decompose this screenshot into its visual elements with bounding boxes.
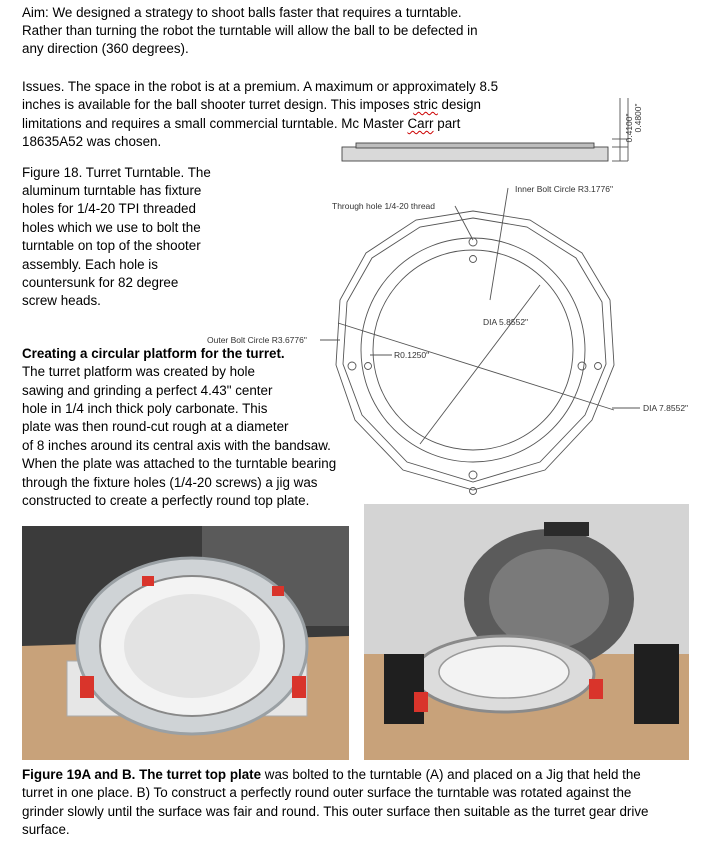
section-line: through the fixture holes (1/4-20 screws) a jig was [22,475,318,490]
through-hole-label: Through hole 1/4-20 thread [332,201,436,211]
issues-line: Issues. The space in the robot is at a premium. A maximum or approximately 8.5 [22,79,499,94]
section-line: constructed to create a perfectly round top plate. [22,493,310,508]
caption-line: holes for 1/4-20 TPI threaded [22,201,196,216]
turntable-side-view [342,98,628,161]
issues-line: 18635A52 was chosen. [22,134,162,149]
section-heading: Creating a circular platform for the turret. [22,346,285,361]
caption-line: grinder slowly until the surface was fair and round. This outer surface then suitable as the turret gear drive [22,804,649,819]
spellcheck-word[interactable]: Carr [407,116,434,131]
section-line: plate was then round-cut rough at a diameter [22,419,289,434]
photo-b-image [364,504,689,760]
caption-line: aluminum turntable has fixture [22,183,202,198]
inner-bolt-circle-label: Inner Bolt Circle R3.1776" [515,184,613,194]
section-line: The turret platform was created by hole [22,364,255,379]
caption-bold: Figure 19A and B. The turret top plate [22,767,262,782]
grinder-photo [364,504,689,760]
aim-line: Rather than turning the robot the turntable will allow the ball to be defected in [22,23,478,38]
section-line: of 8 inches around its central axis with the bandsaw. [22,438,331,453]
outer-bolt-circle-label: Outer Bolt Circle R3.6776" [207,335,307,345]
section-line: hole in 1/4 inch thick poly carbonate. This [22,401,268,416]
section-line: sawing and grinding a perfect 4.43" center [22,383,273,398]
caption-line: holes which we use to bolt the [22,220,201,235]
hole-radius-label: R0.1250" [394,350,430,360]
turntable-jig-photo [22,526,349,760]
caption-line: surface. [22,822,70,837]
caption-line: turret in one place. B) To construct a perfectly round outer surface the turntable was rotated against the [22,785,632,800]
photo-a-image [22,526,349,760]
aim-line: any direction (360 degrees). [22,41,189,56]
caption-line [22,766,641,785]
turntable-plan-view [320,188,640,495]
side-dim-label: 0.4100" [624,113,634,143]
caption-line: Figure 18. Turret Turntable. The [22,165,211,180]
caption-line: turntable on top of the shooter [22,238,201,253]
side-dim-label: 0.4800" [633,103,643,133]
caption-text: was bolted to the turntable (A) and placed on a Jig that held the [261,767,641,782]
issues-text: part [433,116,461,131]
spellcheck-word[interactable]: stric [413,97,438,112]
outer-diameter-label: DIA 7.8552" [643,403,689,413]
issues-text: inches is available for the ball shooter turret design. This imposes [22,97,414,112]
caption-line: assembly. Each hole is [22,257,158,272]
aim-line: Aim: We designed a strategy to shoot balls faster that requires a turntable. [22,5,462,20]
caption-line: countersunk for 82 degree [22,275,179,290]
inner-diameter-label: DIA 5.8552" [483,317,529,327]
issues-text: limitations and requires a small commercial turntable. Mc Master [22,116,408,131]
caption-line: screw heads. [22,293,101,308]
section-line: When the plate was attached to the turntable bearing [22,456,337,471]
issues-text: design [437,97,481,112]
